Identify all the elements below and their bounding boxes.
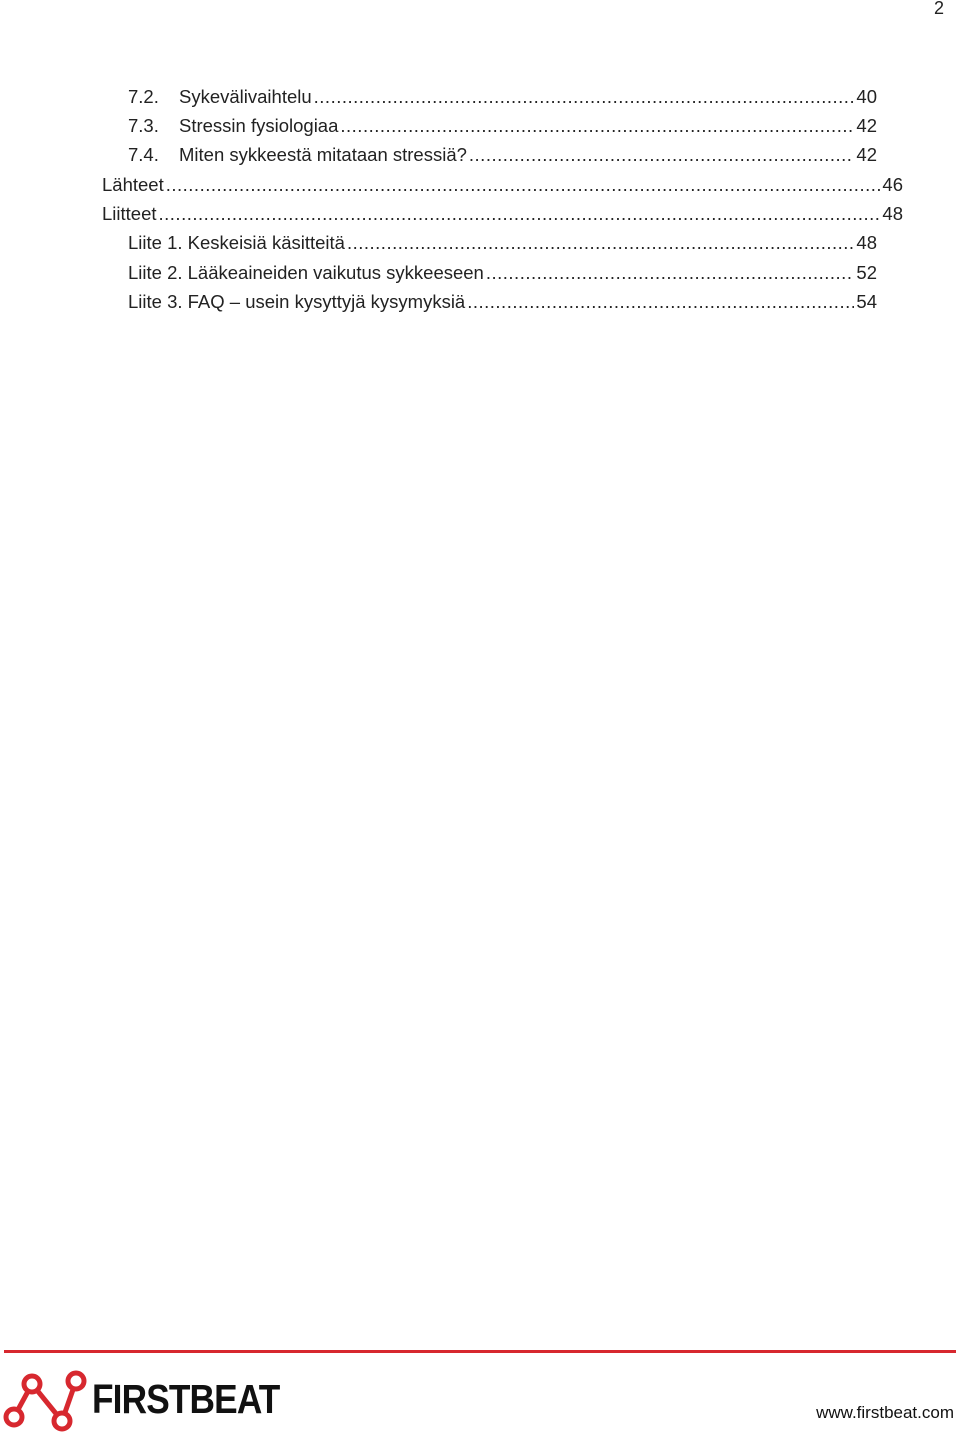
brand-wordmark: FIRSTBEAT	[92, 1376, 280, 1422]
toc-entry-title: Liite 2. Lääkeaineiden vaikutus sykkeeseen	[128, 262, 484, 283]
toc-entry-title: Liite 1. Keskeisiä käsitteitä	[128, 232, 345, 253]
toc-entry-title: Lähteet	[102, 174, 164, 195]
toc-entry-liite-3[interactable]	[128, 291, 877, 320]
page-number: 2	[933, 0, 944, 18]
toc-entry-7-2[interactable]	[128, 86, 877, 115]
toc-entry-title: Miten sykkeestä mitataan stressiä?	[179, 144, 467, 165]
toc-entry-title: Stressin fysiologiaa	[179, 115, 339, 136]
toc-entry-page: 42	[856, 144, 877, 165]
toc-leader-dots	[166, 174, 881, 196]
toc-leader-dots	[347, 232, 854, 254]
toc-entry-page: 42	[856, 115, 877, 136]
toc-leader-dots	[314, 86, 855, 108]
toc-entry-7-3[interactable]	[128, 115, 877, 144]
toc-leader-dots	[159, 203, 881, 225]
toc-entry-page: 52	[856, 262, 877, 283]
toc-entry-title: Liitteet	[102, 203, 157, 224]
toc-leader-dots	[486, 262, 855, 284]
toc-entry-page: 40	[856, 86, 877, 107]
toc-entry-page: 46	[882, 174, 903, 195]
toc-leader-dots	[469, 144, 855, 166]
toc-entry-7-4[interactable]	[128, 144, 877, 173]
toc-entry-title: Sykevälivaihtelu	[179, 86, 312, 107]
toc-entry-lahteet[interactable]	[102, 174, 903, 203]
toc-entry-title: Liite 3. FAQ – usein kysyttyjä kysymyksiä	[128, 291, 466, 312]
toc-entry-page: 48	[856, 232, 877, 253]
toc-entry-liite-2[interactable]	[128, 262, 877, 291]
toc-leader-dots	[467, 291, 854, 313]
firstbeat-logo-icon	[2, 1366, 92, 1436]
footer-divider	[4, 1350, 956, 1353]
toc-entry-number: 7.3.	[128, 115, 159, 136]
website-link[interactable]: www.firstbeat.com	[816, 1403, 954, 1422]
toc-entry-page: 54	[856, 291, 877, 312]
toc-entry-number: 7.2.	[128, 86, 159, 107]
toc-leader-dots	[340, 115, 854, 137]
toc-entry-liitteet[interactable]	[102, 203, 903, 232]
toc-entry-liite-1[interactable]	[128, 232, 877, 261]
toc-entry-number: 7.4.	[128, 144, 159, 165]
toc-entry-page: 48	[882, 203, 903, 224]
